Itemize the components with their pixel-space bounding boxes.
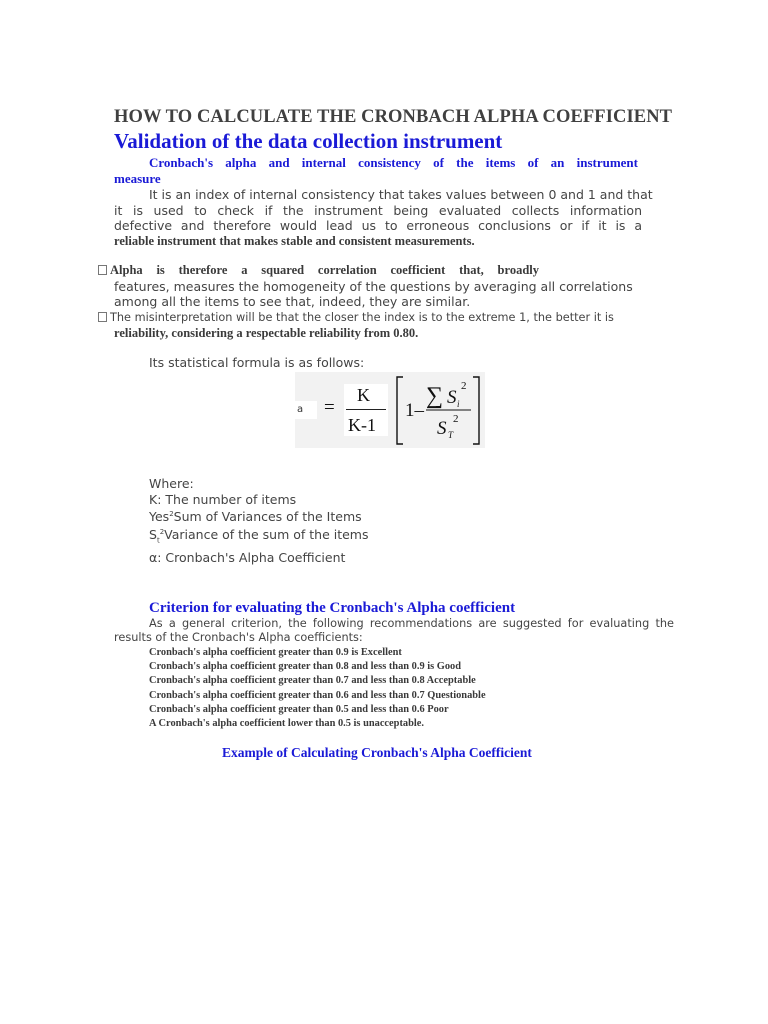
formula-bracket-graphic <box>295 372 485 448</box>
formula-si-sub: i <box>457 399 460 409</box>
section-heading-line1: Cronbach's alpha and internal consistency of the items of an instrument <box>149 155 638 170</box>
legend-total-variance: $S_t^2Variance$ of the sum of the items <box>149 527 369 545</box>
formula-st-sub: T <box>448 430 454 440</box>
section-heading-line2: measure <box>114 171 161 186</box>
legend-k: K: The number of items <box>149 491 297 507</box>
intro-line3: defective and therefore would lead us to erroneous conclusions or if it is a <box>114 218 642 234</box>
document-subtitle: Validation of the data collection instrument <box>114 129 503 153</box>
bullet-misinterpretation-line2: reliability, considering a respectable reliability from 0.80. <box>114 325 419 340</box>
criteria-item: Cronbach's alpha coefficient greater than 0.7 and less than 0.8 Acceptable <box>149 675 476 687</box>
bullet-alpha-line1: Alpha is therefore a squared correlation coefficient that, broadly <box>98 263 539 279</box>
criterion-intro-line2: results of the Cronbach's Alpha coefficients: <box>114 631 363 644</box>
formula-intro: Its statistical formula is as follows: <box>149 355 365 370</box>
criterion-intro <box>114 617 674 645</box>
bullet-box-icon <box>98 265 107 275</box>
legend-sum-variances: Yes$^2$Sum of Variances of the Items <box>149 509 362 525</box>
criteria-item: Cronbach's alpha coefficient greater than 0.5 and less than 0.6 Poor <box>149 703 449 715</box>
formula-equals: = <box>324 397 335 418</box>
bullet-misinterpretation-paragraph <box>98 310 638 341</box>
criteria-list <box>149 646 486 731</box>
example-heading: Example of Calculating Cronbach's Alpha Coefficient <box>222 745 532 760</box>
formula-numerator: K <box>357 385 370 405</box>
formula-right-bracket <box>473 377 479 444</box>
bullet-alpha-paragraph <box>98 263 633 310</box>
formula-denominator: K-1 <box>348 415 376 435</box>
formula-si-sup: 2 <box>461 380 467 392</box>
formula-legend <box>149 476 368 565</box>
cronbach-formula <box>295 372 485 448</box>
formula-st-sup: 2 <box>453 413 459 425</box>
intro-paragraph <box>114 187 653 250</box>
formula-alpha-label: a <box>295 401 317 419</box>
bullet-alpha-line2: features, measures the homogeneity of the questions by averaging all correlations <box>114 278 633 294</box>
criterion-intro-line1: As a general criterion, the following recommendations are suggested for evaluating the <box>149 617 674 630</box>
criteria-item: A Cronbach's alpha coefficient lower than 0.5 is unacceptable. <box>149 718 424 730</box>
intro-line1: It is an index of internal consistency that takes values between 0 and 1 and that <box>149 187 653 202</box>
criteria-item: Cronbach's alpha coefficient greater than 0.6 and less than 0.7 Questionable <box>149 689 486 701</box>
intro-line4: reliable instrument that makes stable and consistent measurements. <box>114 234 475 249</box>
formula-si: S <box>447 387 457 408</box>
intro-line2: it is used to check if the instrument being evaluated collects information <box>114 202 642 218</box>
legend-where-label: Where: <box>149 476 194 491</box>
bullet-misinterpretation-line1: The misinterpretation will be that the closer the index is to the extreme 1, the better it is <box>98 310 638 326</box>
section-heading <box>114 155 638 187</box>
bullet-alpha-line3: among all the items to see that, indeed, they are similar. <box>114 294 471 310</box>
bullet-box-icon <box>98 312 107 322</box>
document-title: HOW TO CALCULATE THE CRONBACH ALPHA COEFFICIENT <box>114 107 673 127</box>
formula-one-minus: 1– <box>405 400 424 421</box>
legend-alpha: α: Cronbach's Alpha Coefficient <box>149 549 346 565</box>
criterion-heading: Criterion for evaluating the Cronbach's Alpha coefficient <box>149 600 516 616</box>
criteria-item: Cronbach's alpha coefficient greater than 0.9 is Excellent <box>149 647 402 658</box>
formula-st: S <box>437 418 447 439</box>
criteria-item: Cronbach's alpha coefficient greater than 0.8 and less than 0.9 is Good <box>149 661 462 673</box>
formula-left-bracket <box>397 377 403 444</box>
formula-sum-symbol: ∑ <box>426 383 444 409</box>
